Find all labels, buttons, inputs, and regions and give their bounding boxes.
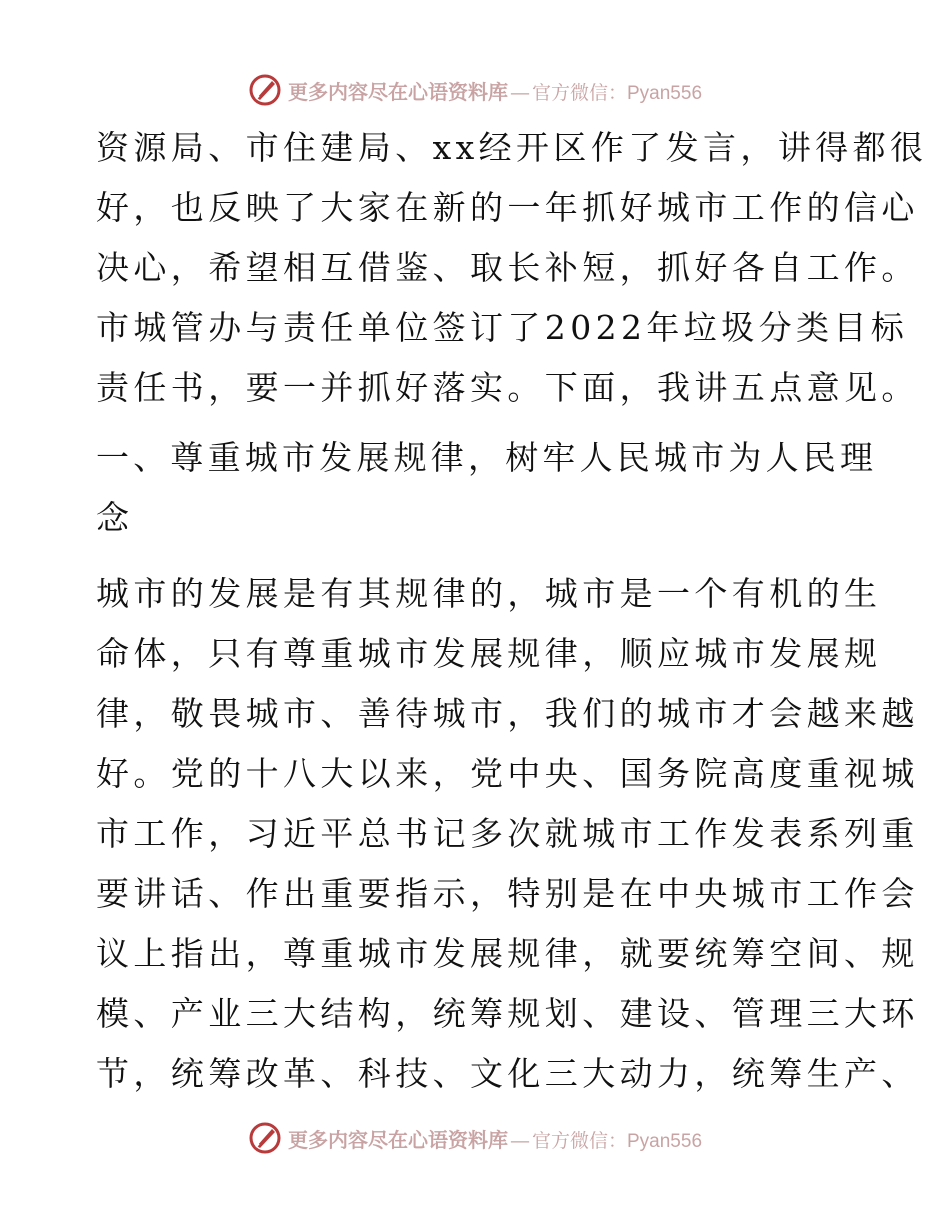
paragraph-gap [96,548,866,564]
header-banner-inner [248,73,702,107]
text-line: 资源局、市住建局、xx经开区作了发言，讲得都很 [96,128,928,167]
text-line: 节，统筹改革、科技、文化三大动力，统筹生产、 [96,1054,919,1093]
paragraph-intro [96,118,928,418]
text-line: 模、产业三大结构，统筹规划、建设、管理三大环 [96,994,919,1033]
banner-wechat-id: Pyan556 [627,1130,703,1152]
banner-dash: — [509,79,530,104]
footer-watermark-banner [0,1118,950,1158]
text-line: 决心，希望相互借鉴、取长补短，抓好各自工作。 [96,248,919,287]
text-line: 要讲话、作出重要指示，特别是在中央城市工作会 [96,874,919,913]
banner-wechat-id: Pyan556 [627,82,703,104]
text-line: 市城管办与责任单位签订了2022年垃圾分类目标 [96,308,909,347]
banner-title: 更多内容尽在心语资料库 [287,1127,508,1152]
footer-banner-inner [248,1121,702,1155]
section-heading [96,428,878,548]
heading-line: 念 [96,498,134,537]
quill-in-circle-icon [248,73,282,107]
paragraph-gap [96,418,866,428]
banner-dash: — [509,1127,530,1152]
text-line: 好，也反映了大家在新的一年抓好城市工作的信心 [96,188,919,227]
document-body [96,118,928,1104]
banner-title: 更多内容尽在心语资料库 [287,79,508,104]
text-line: 城市的发展是有其规律的，城市是一个有机的生 [96,574,882,613]
quill-in-circle-icon [248,1121,282,1155]
banner-subtitle: 官方微信： [531,1129,627,1152]
text-line: 命体，只有尊重城市发展规律，顺应城市发展规 [96,634,882,673]
header-watermark-banner [0,70,950,110]
text-line: 律，敬畏城市、善待城市，我们的城市才会越来越 [96,694,919,733]
banner-subtitle: 官方微信： [531,81,627,104]
footer-banner-text [288,1124,702,1153]
text-line: 议上指出，尊重城市发展规律，就要统筹空间、规 [96,934,919,973]
text-line: 市工作，习近平总书记多次就城市工作发表系列重 [96,814,919,853]
header-banner-text [288,76,702,105]
text-line: 好。党的十八大以来，党中央、国务院高度重视城 [96,754,919,793]
text-line: 责任书，要一并抓好落实。下面，我讲五点意见。 [96,368,919,407]
heading-line: 一、尊重城市发展规律，树牢人民城市为人民理 [96,438,878,477]
paragraph-urban-development [96,564,919,1104]
